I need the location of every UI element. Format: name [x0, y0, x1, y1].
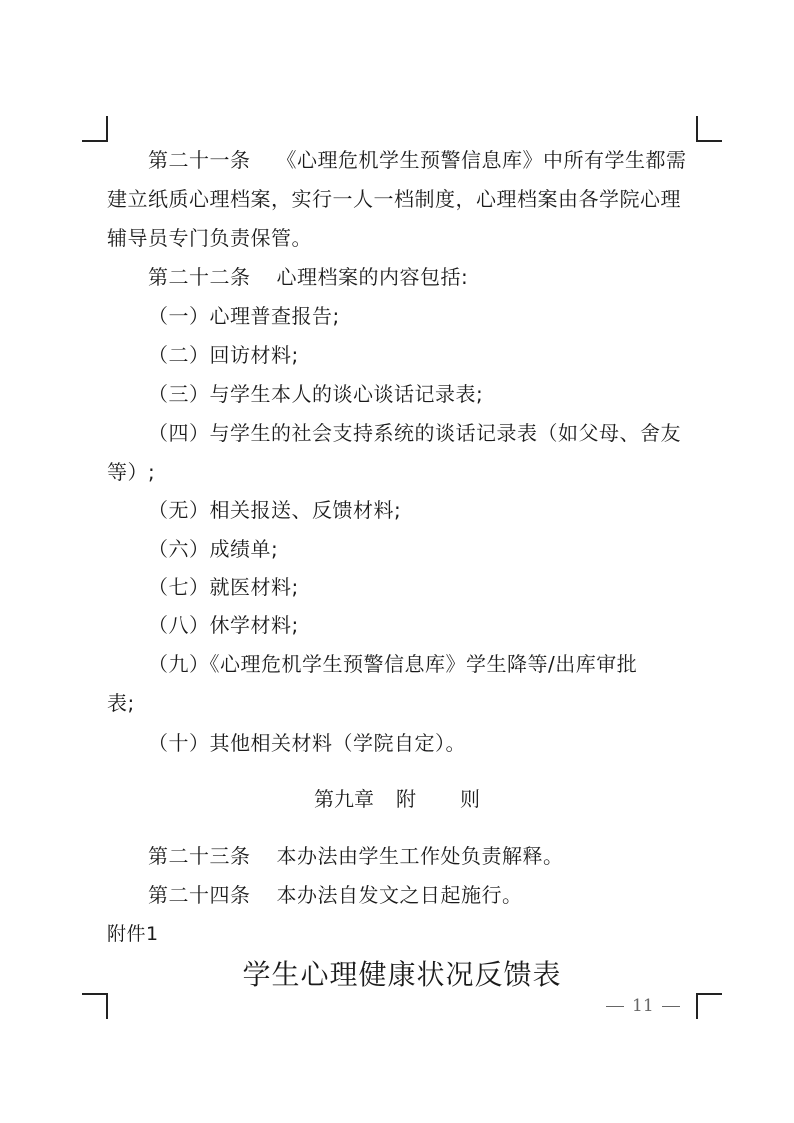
list-item: （六）成绩单; [148, 537, 279, 561]
list-item: （无）相关报送、反馈材料; [148, 498, 402, 522]
list-item: （一）心理普查报告; [148, 304, 340, 328]
list-item: （九）《心理危机学生预警信息库》学生降等/出库审批 [148, 652, 638, 676]
article-24-label: 第二十四条 [148, 883, 251, 907]
list-item: （十）其他相关材料（学院自定）。 [148, 731, 466, 755]
attachment-label: 附件1 [107, 923, 159, 945]
crop-mark-top-left [82, 116, 108, 142]
crop-mark-top-right [696, 116, 722, 142]
article-21-line-1 [148, 146, 687, 174]
list-item: （三）与学生本人的谈心谈话记录表; [148, 382, 484, 406]
chapter-word-1: 附 [396, 787, 416, 811]
chapter-number: 第九章 [314, 787, 374, 811]
form-title: 学生心理健康状况反馈表 [242, 958, 562, 991]
list-item: （七）就医材料; [148, 575, 299, 599]
article-22-text: 心理档案的内容包括: [276, 265, 469, 289]
list-item: （八）休学材料; [148, 613, 299, 637]
crop-mark-bottom-left [82, 993, 108, 1019]
article-21-label: 第二十一条 [148, 148, 251, 172]
list-item-continuation: 等）; [107, 460, 156, 484]
list-item: （二）回访材料; [148, 343, 299, 367]
article-22-label: 第二十二条 [148, 265, 251, 289]
list-item-continuation: 表; [107, 691, 135, 715]
article-22-heading [148, 263, 468, 291]
chapter-word-2: 则 [460, 787, 480, 811]
article-23-label: 第二十三条 [148, 844, 251, 868]
crop-mark-bottom-right [696, 993, 722, 1019]
list-item: （四）与学生的社会支持系统的谈话记录表（如父母、舍友 [148, 421, 681, 445]
article-23 [148, 842, 564, 870]
page-number [598, 994, 688, 1018]
page-number-value: 11 [632, 996, 654, 1016]
article-21-line-3: 辅导员专门负责保管。 [107, 226, 312, 250]
article-21-line-2: 建立纸质心理档案，实行一人一档制度，心理档案由各学院心理 [107, 187, 681, 211]
article-21-text: 《心理危机学生预警信息库》中所有学生都需 [276, 148, 687, 172]
chapter-heading [0, 785, 794, 813]
article-24 [148, 881, 523, 909]
article-23-text: 本办法由学生工作处负责解释。 [276, 844, 564, 868]
article-24-text: 本办法自发文之日起施行。 [276, 883, 523, 907]
